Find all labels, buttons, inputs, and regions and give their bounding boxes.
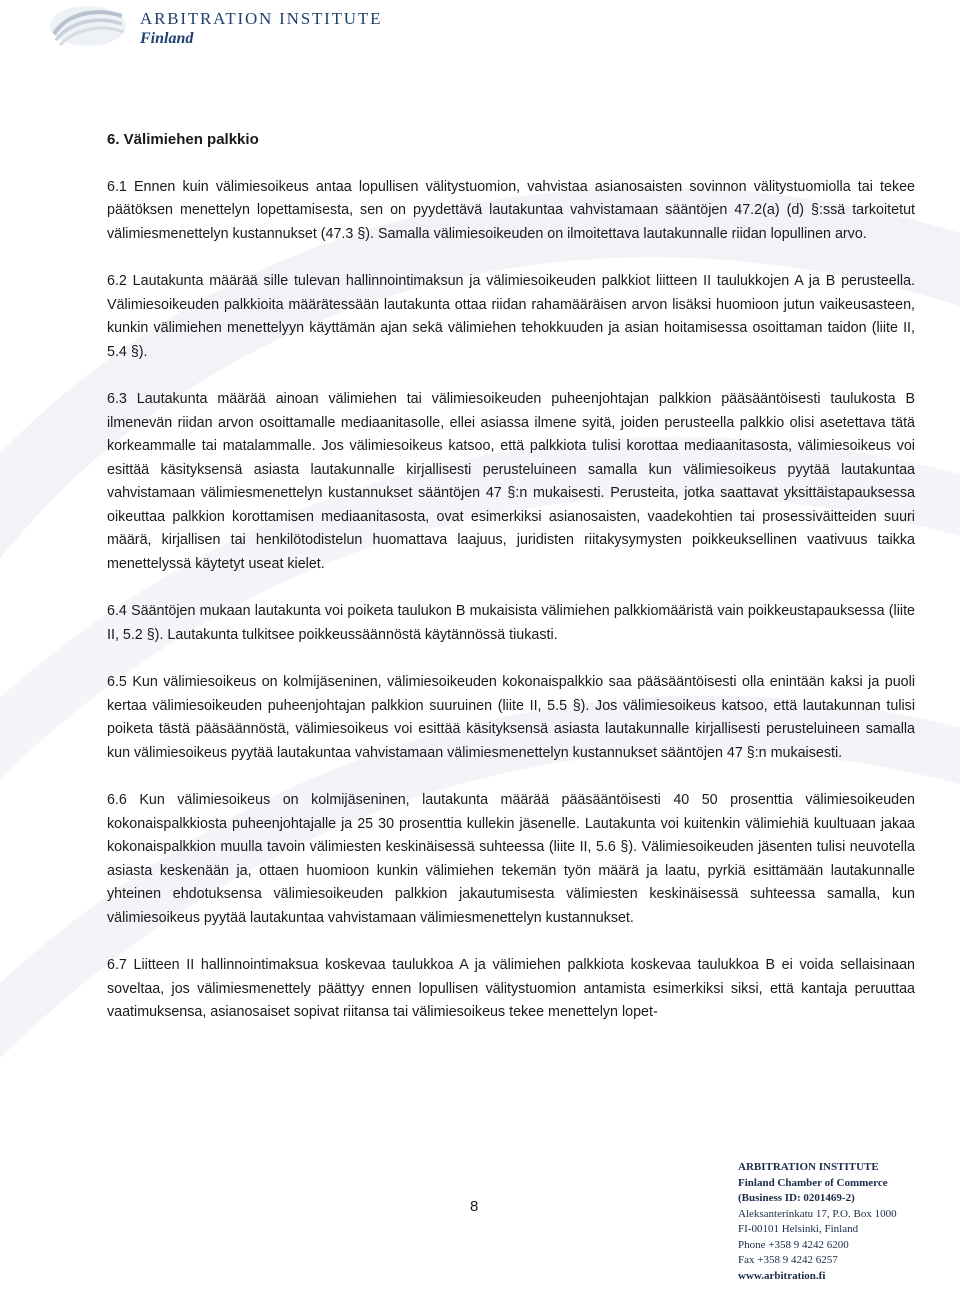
footer-phone: Phone +358 9 4242 6200 xyxy=(738,1238,849,1251)
header-country: Finland xyxy=(140,30,194,47)
footer-chamber: Finland Chamber of Commerce xyxy=(738,1176,888,1189)
paragraph-6-1: 6.1 Ennen kuin välimiesoikeus antaa lopullisen välitystuomion, vahvistaa asianosaisten sovinnon välitystuomiolla tai tekee päätöksen menettelyn lopettamisesta, sen on pyydettävä lautakuntaa vahvistamaan sääntöjen 47.2(a) (d) §:ssä tarkoitetut välimiesmenettelyn kustannukset (47.3 §). Samalla välimiesoikeuden on ilmoitettava lautakunnalle riidan lopullinen arvo. xyxy=(107,178,915,242)
footer-address: Aleksanterinkatu 17, P.O. Box 1000 xyxy=(738,1207,897,1220)
paragraph-6-4: 6.4 Sääntöjen mukaan lautakunta voi poiketa taulukon B mukaisista välimiehen palkkiomääristä vain poikkeustapauksessa (liite II, 5.2 §). Lautakunta tulkitsee poikkeussäännöstä käytännössä tiukasti. xyxy=(107,603,915,643)
footer-org-name: ARBITRATION INSTITUTE xyxy=(738,1161,879,1173)
footer-contact xyxy=(738,1160,897,1284)
page-number: 8 xyxy=(470,1198,479,1215)
footer-fax: Fax +358 9 4242 6257 xyxy=(738,1254,838,1266)
paragraph-6-2: 6.2 Lautakunta määrää sille tulevan hallinnointimaksun ja välimiesoikeuden palkkiot liitteen II taulukkojen A ja B perusteella. Välimiesoikeuden palkkioita määrätessään lautakunta ottaa riidan rahamääräisen arvon lisäksi huomioon jutun vaikeusasteen, kunkin välimiehen menettelyyn käyttämän ajan sekä välimiehen tehokkuuden ja asian hoitamisessa osoittaman taidon (liite II, 5.4 §). xyxy=(107,273,915,360)
footer-business-id: (Business ID: 0201469-2) xyxy=(738,1192,855,1204)
document-body xyxy=(107,128,915,1049)
arbitration-institute-logo-icon xyxy=(48,4,128,48)
paragraph-6-5: 6.5 Kun välimiesoikeus on kolmijäseninen, välimiesoikeuden kokonaispalkkio saa pääsääntöisesti olla enintään kaksi ja puoli kertaa välimiesoikeuden puheenjohtajan palkkion suuruinen (liite II, 5.5 §). Jos välimiesoikeus katsoo, että lautakunnan tulisi poiketa tästä pääsäännöstä, välimiesoikeus voi esittää käsityksensä asiasta lautakunnalle kirjallisesti perusteluineen samalla kun välimiesoikeus pyytää lautakuntaa vahvistamaan välimiesmenettelyn kustannukset sääntöjen 47 §:n mukaisesti. xyxy=(107,674,915,761)
header-org-name: ARBITRATION INSTITUTE xyxy=(140,9,383,28)
footer-city: FI-00101 Helsinki, Finland xyxy=(738,1223,859,1235)
paragraph-6-3: 6.3 Lautakunta määrää ainoan välimiehen tai välimiesoikeuden puheenjohtajan palkkion pääsääntöisesti taulukosta B ilmenevän riidan arvon osoittamalle mediaanitasolle, ellei asiassa ilmene syitä, joiden perusteella palkkio olisi asetettava tätä korkeammalle tai matalammalle. Jos välimiesoikeus katsoo, että palkkiota tulisi korottaa mediaanitasosta, välimiesoikeus voi esittää käsityksensä asiasta lautakunnalle kirjallisesti perusteluineen samalla kun välimiesoikeus pyytää lautakuntaa vahvistamaan välimiesmenettelyn kustannukset sääntöjen 47 §:n mukaisesti. Perusteita, jotka saattavat yksittäistapauksessa oikeuttaa palkkion korottamisen mediaanitasosta, ovat esimerkiksi asianosaisten, vaadekohtien tai prosessiväitteiden suuri määrä, kirjallisen tai henkilötodistelun huomattava laajuus, juridisten riitakysymysten poikkeuksellinen vaativuus taikka menettelyssä käytetyt useat kielet. xyxy=(107,391,915,572)
paragraph-6-6: 6.6 Kun välimiesoikeus on kolmijäseninen, lautakunta määrää pääsääntöisesti 40 50 prosenttia välimiesoikeuden kokonaispalkkiosta puheenjohtajalle ja 25 30 prosenttia kullekin jäsenelle. Lautakunta voi kuitenkin välimiehiä kuultuaan jakaa kokonaispalkkion muulla tavoin välimiesten keskinäisessä suhteessa (liite II, 5.6 §). Välimiesoikeuden jäsenten tulisi neuvotella asiasta keskenään ja, ottaen huomioon kunkin välimiehen tekemän työn määrä ja laatu, pyrkiä esittämään lautakunnalle yhteinen ehdotuksensa välimiesoikeuden palkkion jakautumisesta välimiesten keskinäisessä suhteessa samalla, kun välimiesoikeus pyytää lautakuntaa vahvistamaan välimiesmenettelyn kustannukset. xyxy=(107,792,915,926)
header-brand xyxy=(140,10,382,47)
section-heading: 6. Välimiehen palkkio xyxy=(107,131,259,148)
paragraph-6-7: 6.7 Liitteen II hallinnointimaksua koskevaa taulukkoa A ja välimiehen palkkiota koskevaa taulukkoa B ei voida sellaisinaan soveltaa, jos välimiesmenettely päättyy ennen lopullisen välitystuomion antamista esimerkiksi siksi, että kantaja peruuttaa vaatimuksensa, asianosaiset sopivat riitansa tai välimiesoikeus tekee menettelyn lopet- xyxy=(107,957,915,1020)
footer-website-link[interactable]: www.arbitration.fi xyxy=(738,1269,826,1282)
